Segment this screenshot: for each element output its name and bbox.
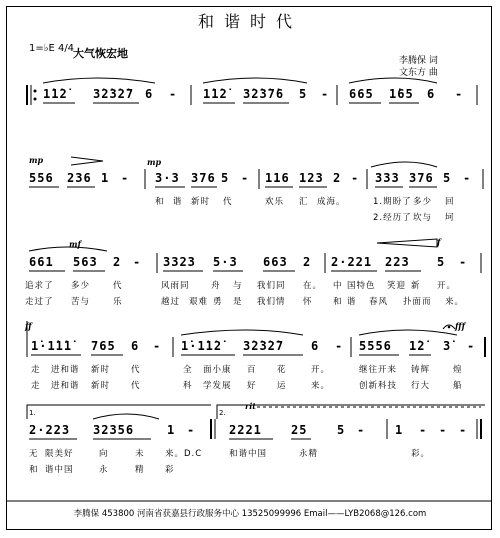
note-group: 376 <box>409 171 434 185</box>
lyric: 和 <box>29 465 39 475</box>
note-group: - <box>467 339 476 353</box>
note-group: - <box>335 339 344 353</box>
lyric: 科 <box>183 381 193 391</box>
lyric: 多少 <box>71 281 91 291</box>
note-group: 1 <box>167 423 176 437</box>
svg-text:1.: 1. <box>29 409 36 417</box>
note-group: 661 <box>29 255 54 269</box>
lyric: 全 <box>183 365 193 375</box>
lyric: 好 <box>247 381 257 391</box>
note-group: 556 <box>29 171 54 185</box>
note-group: 1̇2̇ <box>409 339 426 353</box>
lyric: 来。D.C <box>165 449 203 459</box>
note-group: - <box>439 423 448 437</box>
note-group: 665 <box>349 87 374 101</box>
lyric: 精 <box>135 465 145 475</box>
lyric: 坎与 <box>413 213 433 223</box>
lyric: 苦与 <box>71 297 91 307</box>
note-group: 3̇ <box>443 339 452 353</box>
note-group: 3̇2̇3̇2̇7 <box>243 339 285 353</box>
note-group: 25 <box>291 423 308 437</box>
lyric: 2.经历了 <box>373 213 412 223</box>
note-group: 1̇1̇2̇ <box>203 87 228 101</box>
lyric: 走过了 <box>25 297 54 307</box>
lyric: 走 <box>31 365 41 375</box>
note-group: 6 <box>427 87 436 101</box>
lyric: 煌 <box>453 365 463 375</box>
lyric: 追求了 <box>25 281 54 291</box>
lyric: 我们同 <box>257 281 286 291</box>
dynamic-mark: f <box>437 237 441 247</box>
lyric: 和 <box>155 197 165 207</box>
note-group: - <box>463 171 472 185</box>
note-group: 6 <box>311 339 320 353</box>
note-group: 116 <box>265 171 290 185</box>
note-group: - <box>121 171 130 185</box>
note-group: 123 <box>299 171 324 185</box>
note-group: 5 <box>337 423 346 437</box>
lyric: 永精 <box>299 449 319 459</box>
note-group: 3̇2̇3̇2̇7 <box>93 87 135 101</box>
lyric: 谐 <box>347 297 357 307</box>
note-group: 333 <box>375 171 400 185</box>
lyric: 勇 <box>213 297 223 307</box>
note-group: 1̇1̇2̇ <box>43 87 68 101</box>
lyric: 坷 <box>445 213 455 223</box>
lyric: 开。 <box>311 365 331 375</box>
note-group: 3·3 <box>155 171 180 185</box>
lyric: 代 <box>113 281 123 291</box>
note-group: 1̇·1̇1̇2̇ <box>181 339 223 353</box>
lyricist-credit: 李腾保 词 <box>399 56 438 66</box>
lyric: 代 <box>131 381 141 391</box>
lyric: 运 <box>277 381 287 391</box>
tempo-marking: 大气恢宏地 <box>73 47 128 60</box>
lyric: 是 <box>233 297 243 307</box>
lyric: 谐中国 <box>45 465 74 475</box>
lyric: 多少 <box>413 197 433 207</box>
lyric: 越过 <box>161 297 181 307</box>
lyric: 无 <box>29 449 39 459</box>
ritardando-mark: rit <box>245 401 256 411</box>
note-group: - <box>187 423 196 437</box>
lyric: 新时 <box>91 381 111 391</box>
lyric: 乐 <box>113 297 123 307</box>
lyric: 我们情 <box>257 297 286 307</box>
note-group: - <box>351 171 360 185</box>
lyric: 行大 <box>411 381 431 391</box>
note-group: - <box>169 87 178 101</box>
footer-contact: 李腾保 453800 河南省获嘉县行政服务中心 13525099996 Email——LYB2068@126.com <box>73 509 427 519</box>
note-group: 765 <box>91 339 116 353</box>
lyric: 和谐中国 <box>229 449 268 459</box>
lyric: 花 <box>277 365 287 375</box>
dynamic-mark: ff <box>25 321 32 331</box>
note-group: 376 <box>191 171 216 185</box>
lyric: 笑迎 <box>387 281 407 291</box>
dynamic-mark: mf <box>69 239 81 249</box>
note-group: - <box>455 87 464 101</box>
lyric: 向 <box>99 449 109 459</box>
notation-overlay <box>7 7 492 530</box>
note-group: - <box>133 255 142 269</box>
lyric: 进和谐 <box>51 365 80 375</box>
note-group: 663 <box>263 255 288 269</box>
note-group: 1 <box>395 423 404 437</box>
lyric: 舟 <box>211 281 221 291</box>
lyric: 国特色 <box>347 281 376 291</box>
lyric: 永 <box>99 465 109 475</box>
lyric: 中 <box>333 281 343 291</box>
lyric: 1.期盼了 <box>373 197 412 207</box>
note-group: - <box>357 423 366 437</box>
note-group: - <box>419 423 428 437</box>
svg-text:2.: 2. <box>219 409 226 417</box>
note-group: 5 <box>299 87 308 101</box>
lyric: 铸辉 <box>411 365 431 375</box>
note-group: 3̇2̇3̇7̇6 <box>243 87 285 101</box>
note-group: 2 <box>333 171 342 185</box>
lyric: 扑面而 <box>403 297 432 307</box>
lyric: 代 <box>223 197 233 207</box>
score-sheet <box>6 6 492 530</box>
note-group: 5·3 <box>213 255 238 269</box>
note-group: 5 <box>221 171 230 185</box>
lyric: 谐 <box>173 197 183 207</box>
song-title: 和谐时代 <box>197 12 302 31</box>
note-group: 223 <box>385 255 410 269</box>
lyric: 面小康 <box>203 365 232 375</box>
note-group: 2·221 <box>331 255 373 269</box>
lyric: 继往开来 <box>359 365 398 375</box>
note-group: 2 <box>113 255 122 269</box>
note-group: - <box>459 255 468 269</box>
lyric: 回 <box>445 197 455 207</box>
note-group: 5 <box>443 171 452 185</box>
note-group: 32356 <box>93 423 135 437</box>
lyric: 彩 <box>165 465 175 475</box>
note-group: 6 <box>131 339 140 353</box>
note-group: 6 <box>145 87 154 101</box>
lyric: 未 <box>135 449 145 459</box>
lyric: 百 <box>247 365 257 375</box>
dynamic-mark: mp <box>147 157 162 167</box>
note-group: 1 <box>101 171 110 185</box>
lyric: 怀 <box>303 297 313 307</box>
dynamic-mark: fff <box>455 321 466 331</box>
lyric: 风雨同 <box>161 281 190 291</box>
lyric: 走 <box>31 381 41 391</box>
note-group: 1̇65 <box>389 87 414 101</box>
lyric: 新时 <box>191 197 211 207</box>
lyric: 春风 <box>369 297 389 307</box>
note-group: - <box>153 339 162 353</box>
lyric: 艰难 <box>189 297 209 307</box>
note-group: - <box>459 423 468 437</box>
lyric: 限美好 <box>45 449 74 459</box>
lyric: 在。 <box>303 281 323 291</box>
lyric: 进和谐 <box>51 381 80 391</box>
note-group: 2 <box>303 255 312 269</box>
note-group: - <box>241 171 250 185</box>
lyric: 汇 <box>299 197 309 207</box>
key-signature: 1=♭E 4/4 <box>29 43 75 54</box>
lyric: 开。 <box>437 281 457 291</box>
lyric: 船 <box>453 381 463 391</box>
note-group: 2·223 <box>29 423 71 437</box>
lyric: 成海。 <box>317 197 346 207</box>
note-group: - <box>321 87 330 101</box>
note-group: 1̇·1̇1̇1̇ <box>31 339 73 353</box>
lyric: 欢乐 <box>265 197 285 207</box>
lyric: 来。 <box>445 297 465 307</box>
lyric: 新 <box>411 281 421 291</box>
note-group: 236 <box>67 171 92 185</box>
lyric: 彩。 <box>411 449 431 459</box>
lyric: 学发展 <box>203 381 232 391</box>
dynamic-mark: mp <box>29 155 44 165</box>
lyric: 代 <box>131 365 141 375</box>
lyric: 新时 <box>91 365 111 375</box>
lyric: 来。 <box>311 381 331 391</box>
composer-credit: 文东方 曲 <box>399 68 438 78</box>
note-group: 563 <box>73 255 98 269</box>
note-group: 3323 <box>163 255 196 269</box>
lyric: 和 <box>333 297 343 307</box>
lyric: 创新科技 <box>359 381 398 391</box>
note-group: 5 <box>437 255 446 269</box>
note-group: 2221 <box>229 423 262 437</box>
lyric: 与 <box>233 281 243 291</box>
note-group: 5556 <box>359 339 392 353</box>
